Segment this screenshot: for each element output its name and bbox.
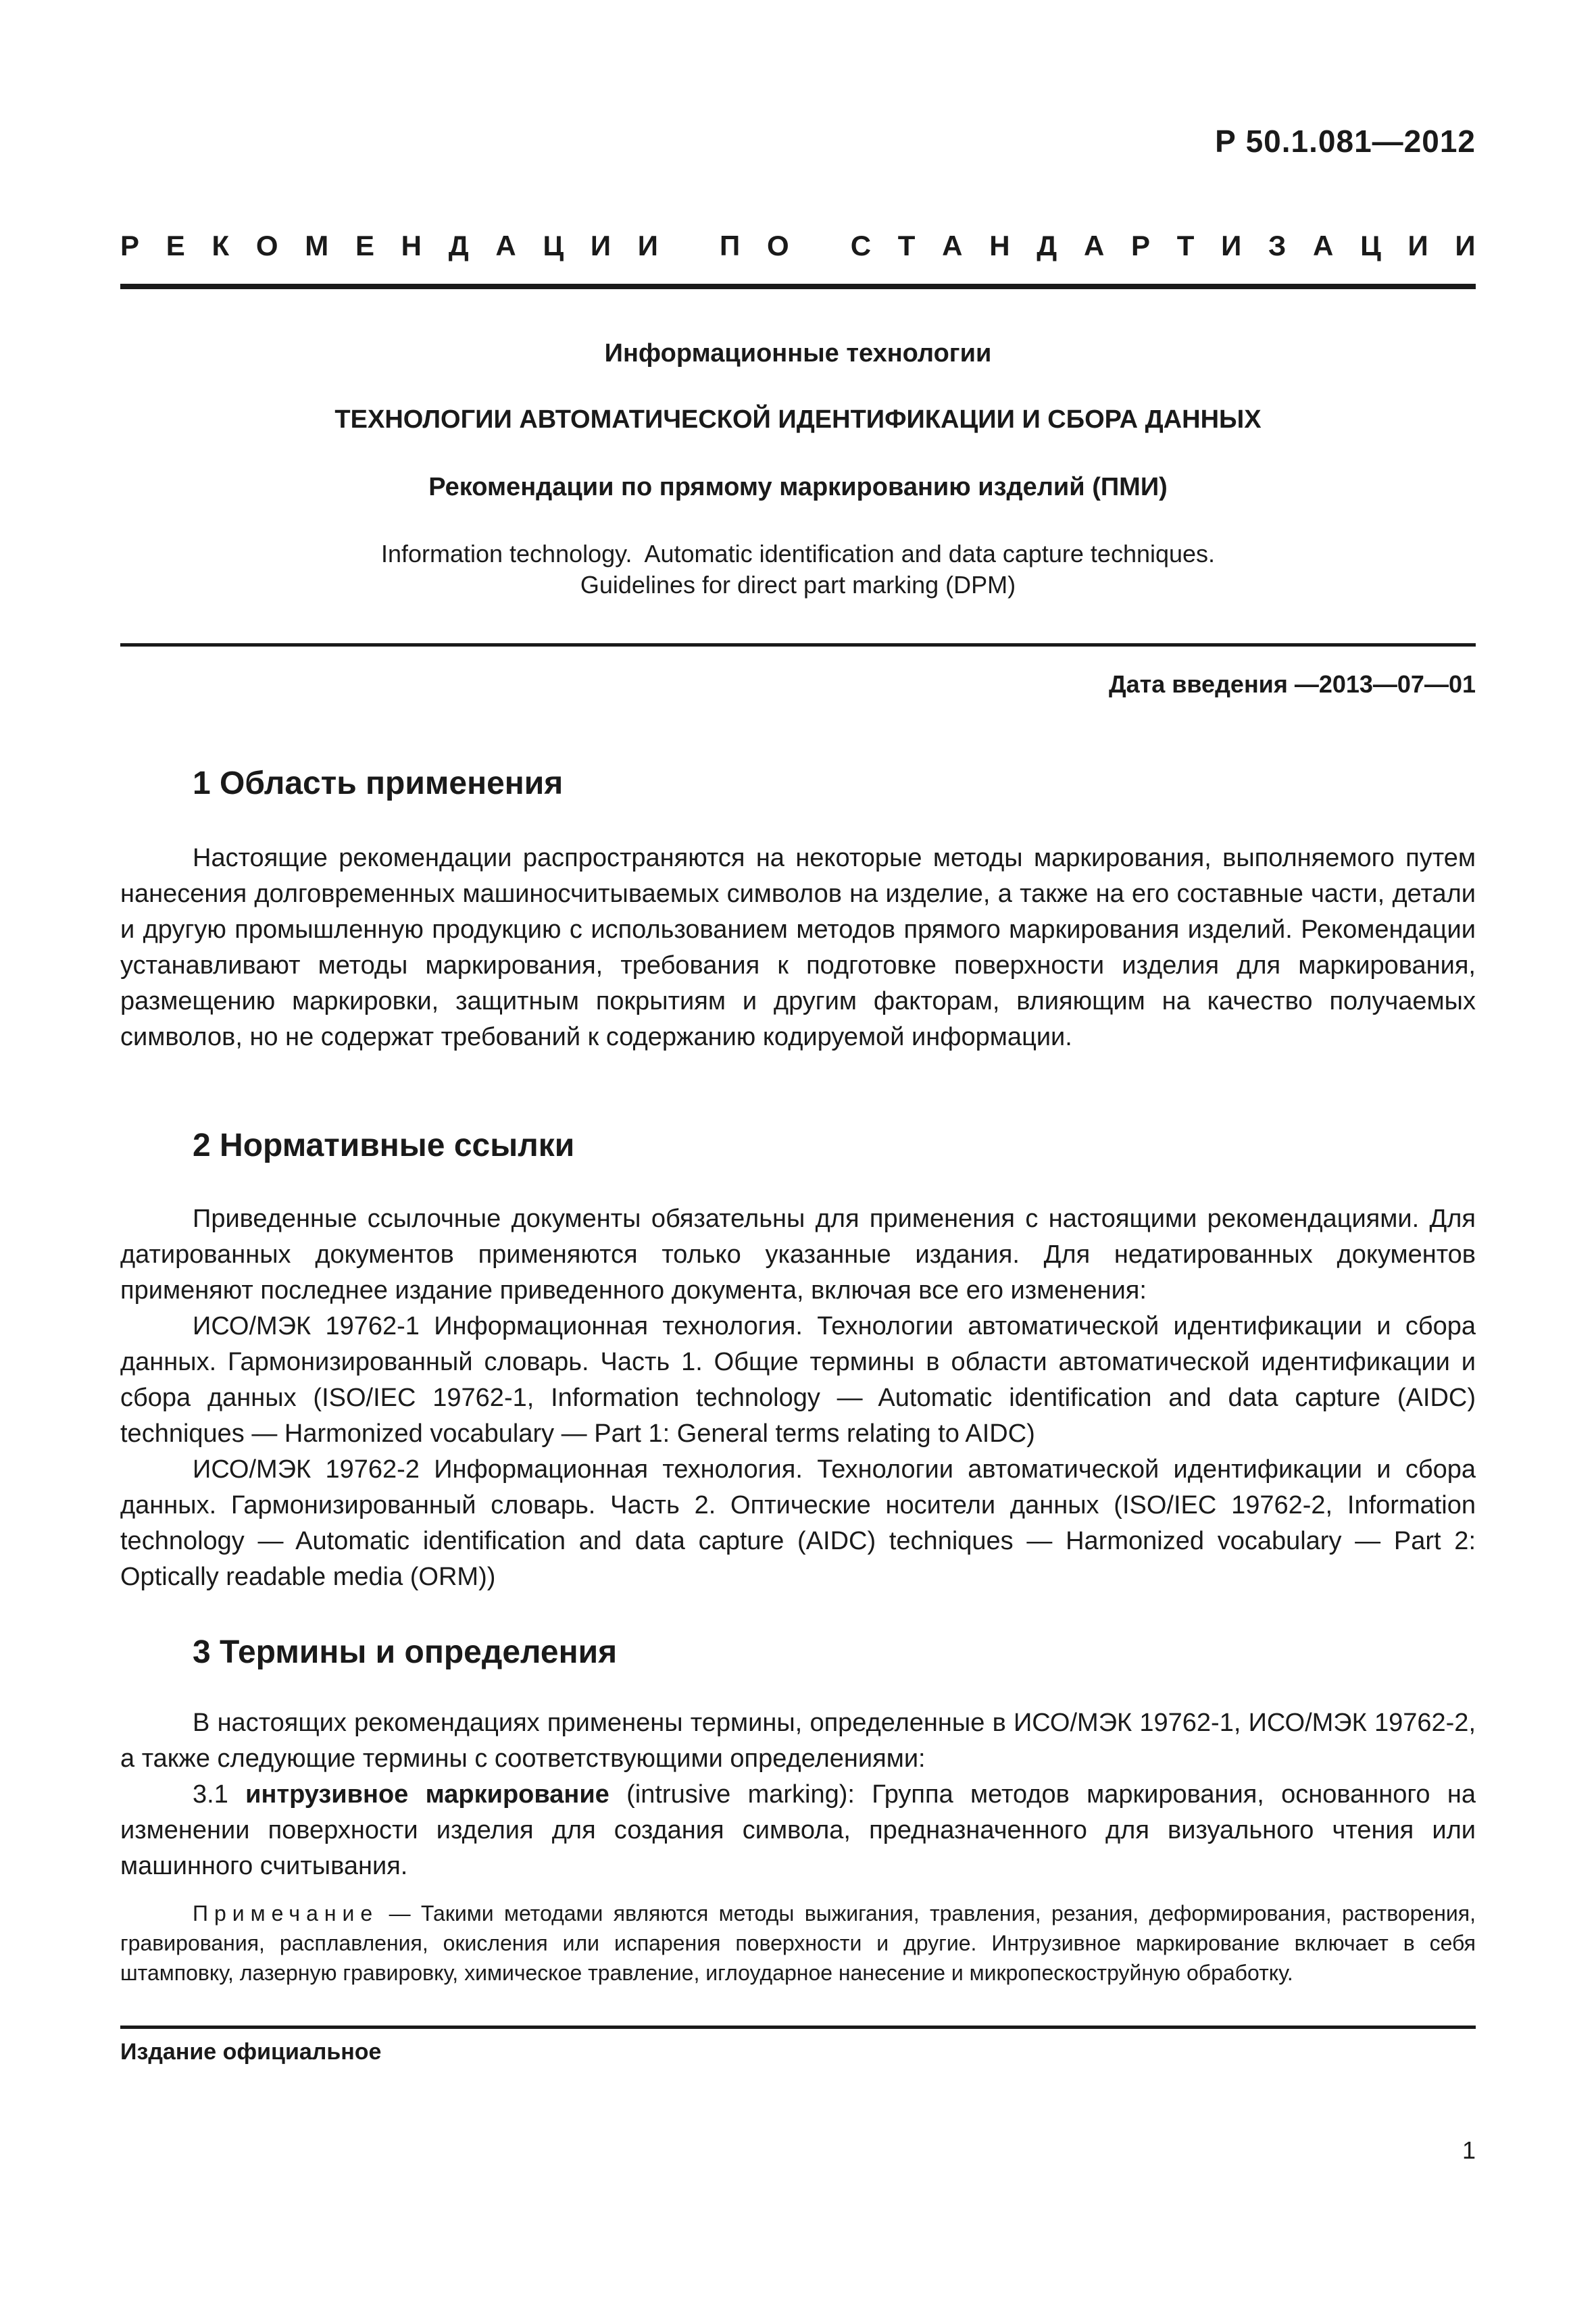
banner-letter: А	[495, 230, 516, 261]
english-title-line-2: Guidelines for direct part marking (DPM)	[580, 571, 1016, 599]
banner-letter	[685, 230, 693, 262]
section-1-paragraph: Настоящие рекомендации распространяются на некоторые методы маркирования, выполняемого путем нанесения долговременных машиносчитываемых символов на изделие, а также на его составные части, детали и другую промышленную продукцию с использованием методов прямого маркирования изделий. Рекомендации устанавливают методы маркирования, требования к подготовке поверхности изделия для маркирования, размещению маркировки, защитным покрытиям и другим факторам, влияющим на качество получаемых символов, но не содержат требований к содержанию кодируемой информации.	[120, 844, 1476, 1051]
section-2-reference-1: ИСО/МЭК 19762-1 Информационная технология. Технологии автоматической идентификации и сбора данных. Гармонизированный словарь. Часть 1. Общие термины в области автоматической идентификации и сбора данных (ISO/IEC 19762-1, Information technology — Automatic identification and data capture (AIDC) techniques — Harmonized vocabulary — Part 1: General terms relating to AIDC)	[120, 1312, 1476, 1448]
term-number: 3.1	[193, 1780, 246, 1809]
note-label: Примечание	[193, 1901, 379, 1926]
banner-letter	[816, 230, 824, 262]
banner-letter: А	[942, 230, 963, 261]
term-name: интрузивное маркирование	[245, 1780, 609, 1809]
banner-letter: С	[850, 230, 872, 261]
page-number: 1	[1462, 2136, 1476, 2164]
banner-letter: Т	[1176, 230, 1195, 261]
banner-letter: И	[637, 230, 658, 261]
main-title: ТЕХНОЛОГИИ АВТОМАТИЧЕСКОЙ ИДЕНТИФИКАЦИИ И СБОРА ДАННЫХ	[334, 405, 1262, 434]
section-1-heading: 1 Область применения	[193, 765, 564, 801]
banner-letter: Н	[401, 230, 422, 261]
banner-letter: З	[1268, 230, 1287, 261]
banner-letter: И	[1221, 230, 1242, 261]
term-definition-text: (intrusive marking): Группа методов маркирования, основанного на изменении поверхности изделия для создания символа, предназначенного для визуального чтения или машинного считывания.	[120, 1780, 1476, 1880]
banner-letter: Е	[166, 230, 185, 261]
banner-letter: П	[720, 230, 741, 261]
banner-letter: Ц	[543, 230, 564, 261]
banner-letter: И	[590, 230, 612, 261]
banner-letter: Ц	[1360, 230, 1381, 261]
banner-letter: Н	[989, 230, 1010, 261]
banner-letter: И	[1455, 230, 1476, 261]
banner-letter: Р	[1131, 230, 1151, 261]
footer-rule	[120, 2026, 1476, 2029]
section-2-reference-2: ИСО/МЭК 19762-2 Информационная технология. Технологии автоматической идентификации и сбора данных. Гармонизированный словарь. Часть 2. Оптические носители данных (ISO/IEC 19762-2, Information technology — Automatic identification and data capture (AIDC) techniques — Harmonized vocabulary — Part 2: Optically readable media (ORM))	[120, 1455, 1476, 1591]
term-definition-3-1	[120, 1777, 1476, 1884]
banner-letter: Т	[897, 230, 916, 261]
subtitle: Рекомендации по прямому маркированию изделий (ПМИ)	[428, 473, 1168, 501]
note-text: — Такими методами являются методы выжигания, травления, резания, деформирования, растворения, гравирования, расплавления, окисления или испарения поверхности и другие. Интрузивное маркирование включает в себя штамповку, лазерную гравировку, химическое травление, иглоударное нанесение и микропескоструйную обработку.	[120, 1901, 1476, 1985]
banner-letter: О	[255, 230, 278, 261]
title-rule	[120, 643, 1476, 647]
term-note	[120, 1898, 1476, 1988]
introduction-date: Дата введения —2013—07—01	[1108, 670, 1476, 698]
section-3-paragraph-1: В настоящих рекомендациях применены термины, определенные в ИСО/МЭК 19762-1, ИСО/МЭК 19762-2, а также следующие термины с соответствующими определениями:	[120, 1709, 1476, 1773]
section-2-paragraph-1: Приведенные ссылочные документы обязательны для применения с настоящими рекомендациями. Для датированных документов применяются только указанные издания. Для недатированных документов применяют последнее издание приведенного документа, включая все его изменения:	[120, 1205, 1476, 1305]
standard-number: Р 50.1.081—2012	[1215, 124, 1476, 159]
banner-letter: Е	[355, 230, 374, 261]
banner-letter: М	[305, 230, 329, 261]
document-type-banner	[120, 230, 1476, 262]
banner-letter: И	[1407, 230, 1428, 261]
section-2-heading: 2 Нормативные ссылки	[193, 1128, 575, 1163]
english-title-line-1: Information technology. Automatic identification and data capture techniques.	[380, 540, 1216, 568]
banner-letter: О	[766, 230, 789, 261]
header-rule	[120, 284, 1476, 289]
banner-letter: Р	[120, 230, 140, 261]
section-3-heading: 3 Термины и определения	[193, 1634, 618, 1670]
banner-letter: Д	[1037, 230, 1057, 261]
subject-title: Информационные технологии	[604, 339, 992, 368]
official-edition-label: Издание официальное	[120, 2039, 382, 2065]
banner-letter: К	[211, 230, 230, 261]
banner-letter: А	[1313, 230, 1334, 261]
banner-letter: А	[1083, 230, 1105, 261]
banner-letter: Д	[448, 230, 469, 261]
